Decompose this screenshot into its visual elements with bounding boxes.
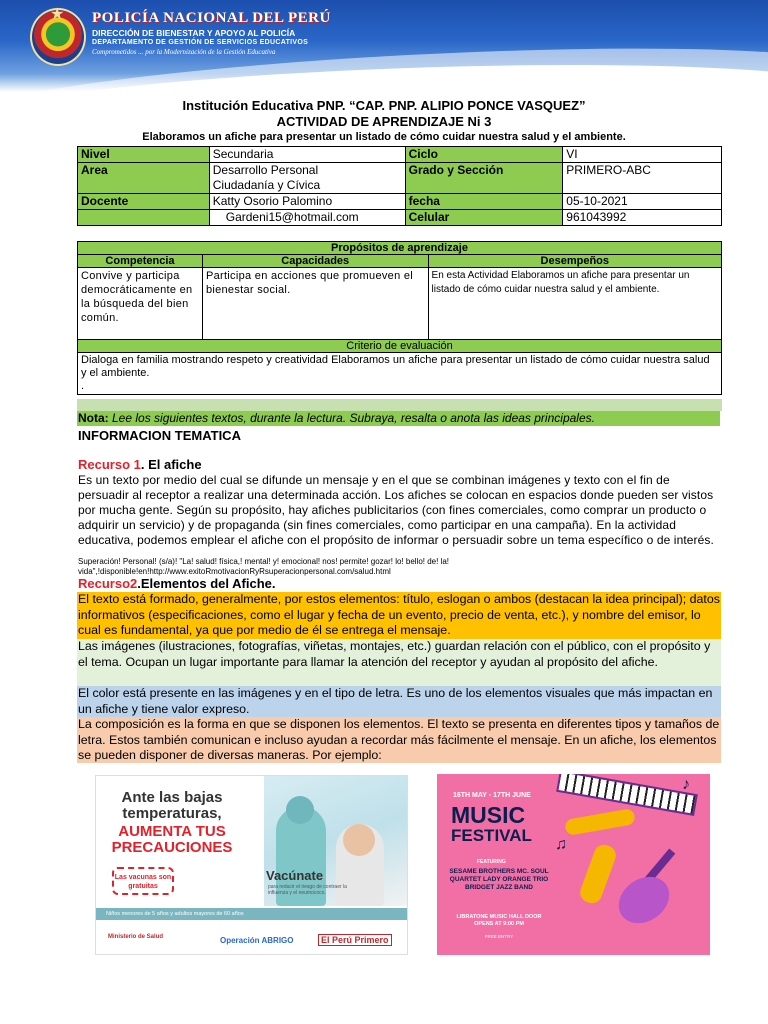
desempenos-text: En esta Actividad Elaboramos un afiche para presentar un listado de cómo cuidar nuestra salud y el ambiente.	[428, 268, 721, 340]
nurse-head	[286, 796, 314, 824]
department-name: DEPARTAMENTO DE GESTIÓN DE SERVICIOS EDUCATIVOS	[92, 39, 309, 46]
text-elements-block: El texto está formado, generalmente, por estos elementos: título, eslogan o ambos (destacan la idea principal); datos informativos (especificaciones, como el lugar y fecha de un evento, precio de venta, etc.), y nombre del emisor, lo cual es fundamental, ya que por medio de él se entrega el mensaje.	[78, 592, 720, 637]
header-banner	[0, 0, 768, 92]
venue-info: LIBRATONE MUSIC HALL DOOR OPENS AT 9:00 PM	[456, 914, 542, 927]
trumpet-icon	[564, 808, 636, 836]
images-block: Las imágenes (ilustraciones, fotografías, viñetas, montajes, etc.) guardan relación con el público, con el propósito y el tema. Ocupan un lugar importante para llamar la atención del receptor y ayudan al propósito del afiche.	[77, 639, 721, 686]
criterio-title: Criterio de evaluación	[78, 340, 722, 353]
color-block: El color está presente en las imágenes y en el tipo de letra. Es uno de los elementos visuales que más impactan en un afiche y tiene valor expreso.	[77, 686, 721, 717]
resource1-text: Es un texto por medio del cual se difunde un mensaje y en el que se combinan imágenes y texto con el fin de persuadir al receptor a realizar una determinada acción. Los afiches se colocan en espacios donde pueden ser vistos por mucha gente. Según su propósito, hay afiches publicitarios (con fines comerciales, como comprar un producto o adquirir un servicio) y de propaganda (sin fines comerciales, como participar en una campaña). En la actividad educativa, podemos emplear el afiche con el propósito de informar o persuadir sobre un tema específico o de interés.	[78, 473, 714, 547]
guitar-icon	[610, 867, 678, 932]
docente-value: Katty Osorio Palomino	[209, 194, 405, 210]
ciclo-value: VI	[563, 147, 722, 163]
table-row	[78, 210, 722, 226]
resource2-heading	[78, 576, 275, 591]
banner-text	[92, 10, 331, 56]
abrigo-logo: Operación ABRIGO	[220, 936, 294, 945]
resource1-source: Superación! Personal! (s/a)! "La! salud! física,! mental! y! emocional! nos! permite! gozar! lo! bello! de! la! vida",!disponible!en!http://www.exitoRmotivacionRyRsuperacionpersonal.com/salud.html	[78, 557, 450, 576]
celular-label: Celular	[405, 210, 563, 226]
resource2-title: .Elementos del Afiche.	[137, 576, 276, 591]
direction-name: DIRECCIÓN DE BIENESTAR Y APOYO AL POLICÍA	[92, 28, 296, 38]
table-row	[78, 242, 722, 255]
note-bar	[77, 411, 720, 426]
col-competencia: Competencia	[78, 255, 203, 268]
email-value: Gardeni15@hotmail.com	[209, 210, 405, 226]
activity-subtitle: Elaboramos un afiche para presentar un listado de cómo cuidar nuestra salud y el ambiente.	[142, 131, 626, 143]
poster-headline-red: AUMENTA TUS PRECAUCIONES	[111, 823, 233, 856]
music-note-icon: ♫	[555, 836, 567, 853]
competencia-text: Convive y participa democráticamente en la búsqueda del bien común.	[78, 268, 203, 340]
section-title: INFORMACION TEMATICA	[78, 428, 241, 443]
area-value	[209, 163, 405, 194]
institution-title: Institución Educativa PNP. “CAP. PNP. ALIPIO PONCE VASQUEZ”	[182, 98, 586, 113]
vacunate-label: Vacúnate	[266, 868, 324, 883]
table-row	[78, 268, 722, 340]
celular-value: 961043992	[563, 210, 722, 226]
area-value-line1: Desarrollo Personal	[212, 163, 319, 177]
vaccine-poster-image	[95, 775, 408, 955]
resource1-prefix: Recurso 1	[78, 457, 141, 472]
festival-title-music: MUSIC	[451, 802, 526, 828]
activity-title: ACTIVIDAD DE APRENDIZAJE Ni 3	[276, 114, 492, 129]
ciclo-label: Ciclo	[405, 147, 563, 163]
table-row	[78, 353, 722, 395]
capacidades-text: Participa en acciones que promueven el bienestar social.	[202, 268, 428, 340]
separator-bar	[77, 399, 722, 411]
crest-star-icon: ★	[50, 6, 65, 23]
area-value-line2: Ciudadanía y Cívica	[212, 178, 321, 192]
table-row	[78, 340, 722, 353]
info-table	[77, 146, 722, 226]
poster-headline: Ante las bajas temperaturas,	[121, 789, 223, 822]
note-text: Lee los siguientes textos, durante la lectura. Subraya, resalta o anota las ideas principales.	[108, 411, 595, 425]
docente-label: Docente	[78, 194, 210, 210]
table-row	[78, 194, 722, 210]
docente-label-empty	[78, 210, 210, 226]
note-label: Nota:	[78, 411, 109, 425]
lineup-list: SESAME BROTHERS MC. SOUL QUARTET LADY ORANGE TRIO BRIDGET JAZZ BAND	[449, 868, 549, 891]
music-festival-poster-image	[437, 774, 710, 955]
slogan: Comprometidos ... por la Modernización de la Gestión Educativa	[92, 48, 276, 56]
minsa-logo: Ministerio de Salud	[108, 934, 164, 940]
nivel-value: Secundaria	[209, 147, 405, 163]
area-label: Area	[78, 163, 210, 194]
table-row	[78, 147, 722, 163]
festival-date: 16TH MAY - 17TH JUNE	[453, 792, 531, 799]
nivel-label: Nivel	[78, 147, 210, 163]
peru-primero-logo: El Perú Primero	[318, 934, 392, 946]
fecha-label: fecha	[405, 194, 563, 210]
resource2-prefix: Recurso2	[78, 576, 138, 591]
grado-value: PRIMERO-ABC	[563, 163, 722, 194]
resource1-heading	[78, 457, 202, 472]
col-capacidades: Capacidades	[202, 255, 428, 268]
vacunate-desc: para reducir el riesgo de contraer la influenza y el neumococo.	[268, 884, 347, 896]
fecha-value: 05-10-2021	[563, 194, 722, 210]
criterio-dot: .	[81, 380, 85, 392]
free-vaccine-badge: Las vacunas son gratuitas	[112, 867, 174, 895]
composition-block: La composición es la forma en que se disponen los elementos. El texto se presenta en diferentes tipos y tamaños de letra. Estos también comunican e incluso ayudan a recordar más fácilmente el mensaje. En un afiche, los elementos se pueden disponer de diversas maneras. Por ejemplo:	[78, 717, 720, 762]
free-entry-label: FREE ENTRY	[484, 934, 514, 939]
grado-label: Grado y Sección	[405, 163, 563, 194]
table-row	[78, 255, 722, 268]
festival-title-festival: FESTIVAL	[451, 826, 532, 845]
criterio-text: Dialoga en familia mostrando respeto y creatividad Elaboramos un afiche para presentar un listado de cómo cuidar nuestra salud y el ambiente.	[81, 354, 710, 379]
target-group-strip: Niños menores de 5 años y adultos mayores de 60 años	[96, 908, 408, 920]
saxophone-icon	[577, 842, 618, 906]
table-row	[78, 163, 722, 194]
resource1-title: . El afiche	[140, 457, 202, 472]
patient-head	[343, 824, 375, 856]
purposes-table	[77, 241, 722, 395]
organization-name: POLICÍA NACIONAL DEL PERÚ	[92, 10, 331, 26]
criterio-cell	[78, 353, 722, 395]
featuring-label: FEATURING	[477, 859, 506, 865]
col-desempenos: Desempeños	[428, 255, 721, 268]
music-note-icon: ♪	[682, 776, 690, 793]
purposes-title: Propósitos de aprendizaje	[78, 242, 722, 255]
